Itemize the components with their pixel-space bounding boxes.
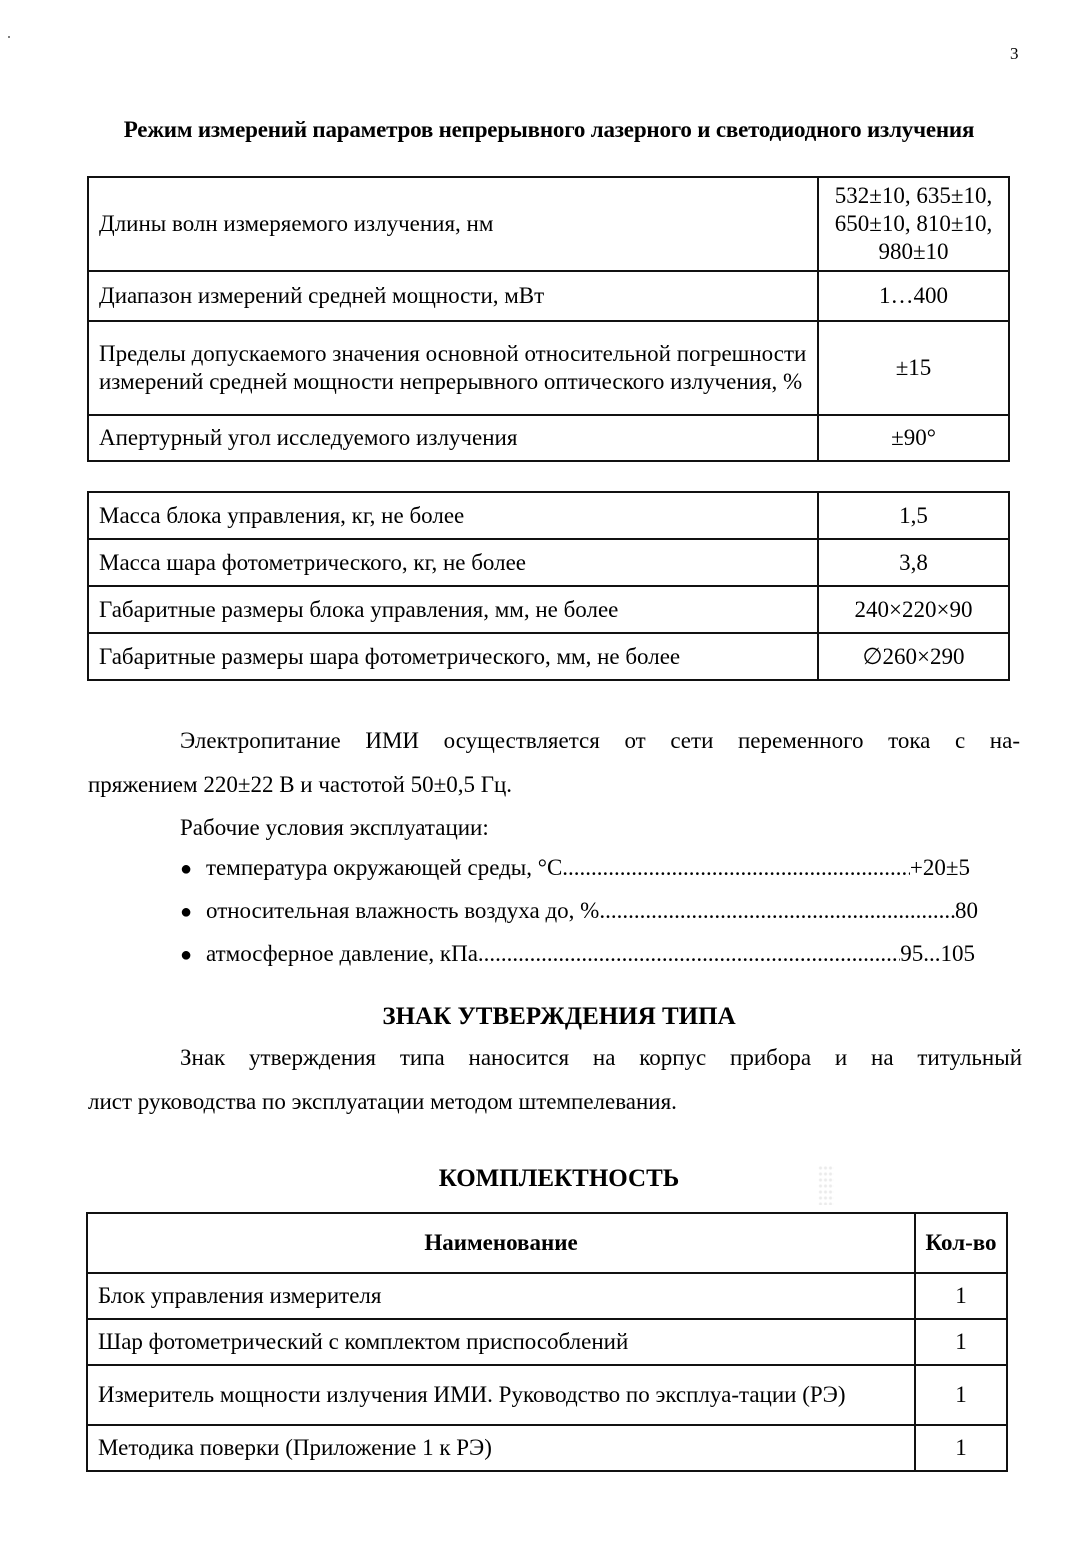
table-row bbox=[88, 633, 1009, 680]
spec-value: 532±10, 635±10, 650±10, 810±10, 980±10 bbox=[818, 177, 1009, 271]
measurement-mode-caption: Режим измерений параметров непрерывного лазерного и светодиодного излучения bbox=[123, 117, 975, 142]
spec-label: Масса шара фотометрического, кг, не более bbox=[88, 539, 818, 586]
spec-label: Апертурный угол исследуемого излучения bbox=[88, 415, 818, 461]
item-qty: 1 bbox=[915, 1425, 1007, 1471]
table-row bbox=[87, 1319, 1007, 1365]
table-row bbox=[87, 1425, 1007, 1471]
item-name: Измеритель мощности излучения ИМИ. Руководство по эксплуа-тации (РЭ) bbox=[87, 1365, 915, 1425]
table-header-row bbox=[87, 1213, 1007, 1273]
dot-leader bbox=[599, 898, 955, 924]
column-header-qty: Кол-во bbox=[915, 1213, 1007, 1273]
power-paragraph-line1: Электропитание ИМИ осуществляется от сети переменного тока с на- bbox=[180, 728, 1020, 753]
table-row bbox=[88, 271, 1009, 321]
approval-heading: ЗНАК УТВЕРЖДЕНИЯ ТИПА bbox=[382, 1003, 736, 1030]
conditions-title: Рабочие условия эксплуатации: bbox=[180, 815, 489, 840]
condition-value: +20±5 bbox=[909, 855, 970, 880]
column-header-name: Наименование bbox=[87, 1213, 915, 1273]
table-row bbox=[88, 177, 1009, 271]
spec-label: Пределы допускаемого значения основной относительной погрешности измерений средней мощности непрерывного оптического излучения, % bbox=[88, 321, 818, 415]
item-name: Методика поверки (Приложение 1 к РЭ) bbox=[87, 1425, 915, 1471]
page-number: 3 bbox=[1010, 44, 1019, 63]
spec-value: 1…400 bbox=[818, 271, 1009, 321]
completeness-heading: КОМПЛЕКТНОСТЬ bbox=[438, 1165, 680, 1192]
item-qty: 1 bbox=[915, 1273, 1007, 1319]
table-row bbox=[87, 1273, 1007, 1319]
spec-value: 3,8 bbox=[818, 539, 1009, 586]
power-paragraph-line2: пряжением 220±22 В и частотой 50±0,5 Гц. bbox=[88, 772, 513, 797]
spec-value: 240×220×90 bbox=[818, 586, 1009, 633]
approval-paragraph-line2: лист руководства по эксплуатации методом штемпелевания. bbox=[88, 1089, 677, 1114]
completeness-table bbox=[86, 1212, 1008, 1472]
spec-label: Диапазон измерений средней мощности, мВт bbox=[88, 271, 818, 321]
condition-label: атмосферное давление, кПа bbox=[206, 941, 478, 966]
condition-item-humidity bbox=[180, 898, 978, 924]
scan-speck bbox=[8, 36, 10, 38]
bullet-icon: ● bbox=[180, 858, 193, 880]
measurement-spec-table bbox=[87, 176, 1010, 462]
bullet-icon: ● bbox=[180, 901, 193, 923]
physical-spec-table bbox=[87, 491, 1010, 681]
spec-value: ∅260×290 bbox=[818, 633, 1009, 680]
condition-label: температура окружающей среды, °С bbox=[206, 855, 563, 880]
spec-label: Масса блока управления, кг, не более bbox=[88, 492, 818, 539]
dot-leader bbox=[562, 855, 910, 881]
table-row bbox=[88, 492, 1009, 539]
table-row bbox=[88, 415, 1009, 461]
table-row bbox=[88, 539, 1009, 586]
bullet-icon: ● bbox=[180, 944, 193, 966]
condition-item-pressure bbox=[180, 941, 975, 967]
spec-label: Длины волн измеряемого излучения, нм bbox=[88, 177, 818, 271]
item-qty: 1 bbox=[915, 1365, 1007, 1425]
table-row bbox=[87, 1365, 1007, 1425]
condition-item-temperature bbox=[180, 855, 970, 881]
item-qty: 1 bbox=[915, 1319, 1007, 1365]
scan-artifact bbox=[818, 1165, 834, 1205]
condition-value: 80 bbox=[955, 898, 978, 923]
spec-value: 1,5 bbox=[818, 492, 1009, 539]
item-name: Блок управления измерителя bbox=[87, 1273, 915, 1319]
dot-leader bbox=[478, 941, 900, 967]
spec-value: ±90° bbox=[818, 415, 1009, 461]
table-row bbox=[88, 586, 1009, 633]
condition-value: 95...105 bbox=[900, 941, 975, 966]
spec-label: Габаритные размеры блока управления, мм, не более bbox=[88, 586, 818, 633]
item-name: Шар фотометрический с комплектом приспособлений bbox=[87, 1319, 915, 1365]
condition-label: относительная влажность воздуха до, % bbox=[206, 898, 600, 923]
table-row bbox=[88, 321, 1009, 415]
spec-value: ±15 bbox=[818, 321, 1009, 415]
spec-label: Габаритные размеры шара фотометрического, мм, не более bbox=[88, 633, 818, 680]
approval-paragraph-line1: Знак утверждения типа наносится на корпус прибора и на титульный bbox=[180, 1045, 1022, 1070]
